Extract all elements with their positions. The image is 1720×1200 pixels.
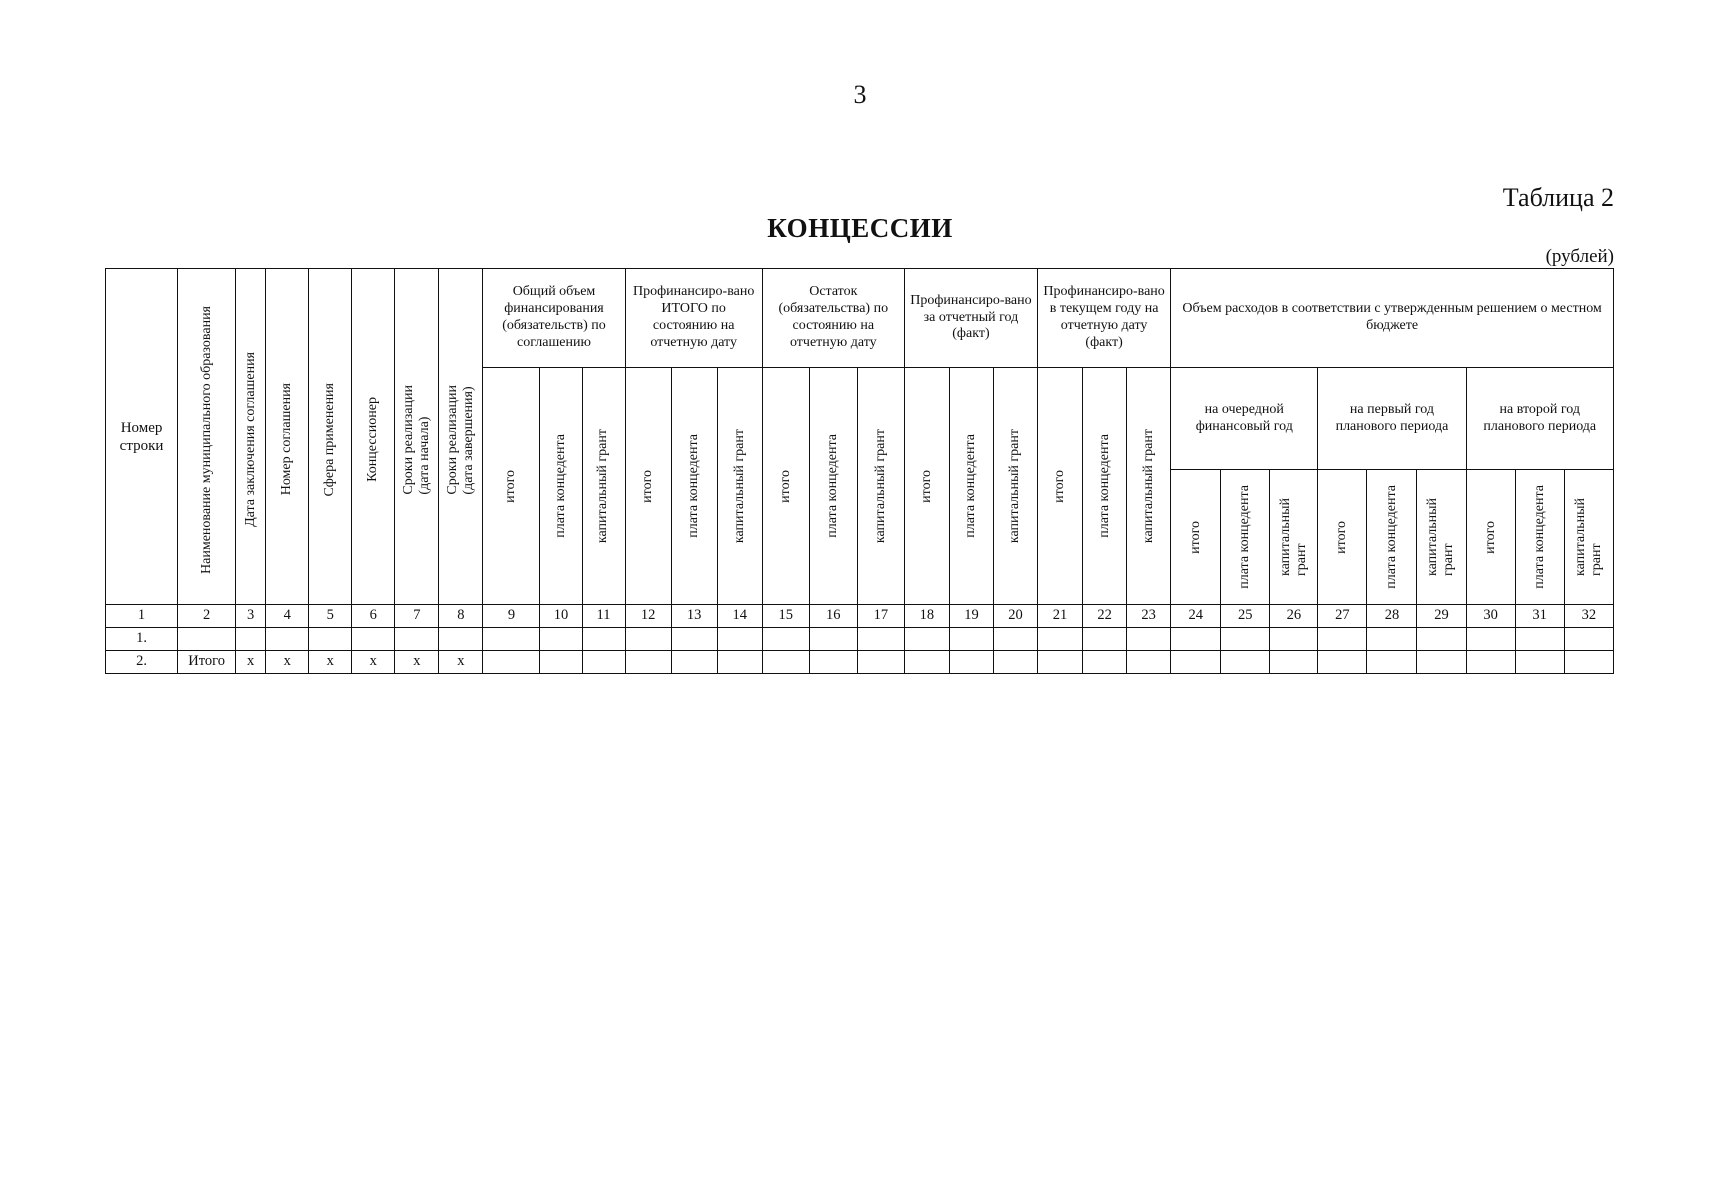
header-g2-plata bbox=[671, 368, 717, 605]
column-number: 8 bbox=[439, 605, 483, 628]
column-number: 19 bbox=[949, 605, 993, 628]
header-concessionaire-text: Концессионер bbox=[365, 397, 381, 482]
header-g6c-itogo bbox=[1466, 470, 1515, 605]
header-g3-plata bbox=[809, 368, 857, 605]
header-g4-grant-text: капитальный грант bbox=[1007, 428, 1023, 544]
header-g6b-grant bbox=[1417, 470, 1466, 605]
header-g2-plata-text: плата концедента bbox=[686, 434, 702, 538]
table-label: Таблица 2 bbox=[1502, 183, 1614, 212]
table-cell bbox=[309, 628, 352, 651]
header-g6b-plata-text: плата концедента bbox=[1383, 485, 1399, 589]
header-g4-grant bbox=[993, 368, 1037, 605]
document-title: КОНЦЕССИИ bbox=[767, 213, 953, 243]
table-cell bbox=[1038, 628, 1083, 651]
table-row bbox=[106, 628, 1614, 651]
column-number: 28 bbox=[1367, 605, 1417, 628]
table-cell bbox=[625, 651, 671, 674]
header-second-plan-year: на второй год планового периода bbox=[1466, 368, 1613, 470]
header-row-number: Номер строки bbox=[106, 269, 178, 605]
header-g6c-itogo-text: итого bbox=[1482, 520, 1498, 554]
table-cell bbox=[809, 651, 857, 674]
table-cell bbox=[762, 651, 809, 674]
table-cell: х bbox=[236, 651, 266, 674]
header-g5-itogo bbox=[1038, 368, 1083, 605]
table-cell bbox=[1564, 651, 1613, 674]
table-cell bbox=[671, 651, 717, 674]
column-number: 22 bbox=[1083, 605, 1127, 628]
table-cell bbox=[717, 628, 762, 651]
header-g1-plata bbox=[540, 368, 582, 605]
column-number: 1 bbox=[106, 605, 178, 628]
table-cell bbox=[483, 651, 540, 674]
table-cell bbox=[857, 651, 904, 674]
column-number: 21 bbox=[1038, 605, 1083, 628]
header-g4-itogo bbox=[904, 368, 949, 605]
header-end-text: Сроки реализации (дата завершения) bbox=[444, 384, 476, 495]
table-cell: х bbox=[309, 651, 352, 674]
table-cell bbox=[1171, 651, 1221, 674]
header-first-plan-year: на первый год планового периода bbox=[1318, 368, 1466, 470]
header-g2-grant bbox=[717, 368, 762, 605]
table-cell bbox=[625, 628, 671, 651]
column-number: 7 bbox=[395, 605, 439, 628]
table-cell bbox=[904, 651, 949, 674]
table-cell: х bbox=[266, 651, 309, 674]
table-cell bbox=[1515, 651, 1564, 674]
column-number: 27 bbox=[1318, 605, 1367, 628]
table-cell bbox=[1367, 651, 1417, 674]
column-number: 30 bbox=[1466, 605, 1515, 628]
table-cell bbox=[582, 651, 625, 674]
column-number: 31 bbox=[1515, 605, 1564, 628]
header-g5-grant-text: капитальный грант bbox=[1140, 428, 1156, 544]
table-cell bbox=[1367, 628, 1417, 651]
header-g1-grant bbox=[582, 368, 625, 605]
header-g6c-plata bbox=[1515, 470, 1564, 605]
header-group-financed-total: Профинансиро-вано ИТОГО по состоянию на отчетную дату bbox=[625, 269, 762, 368]
page-number: 3 bbox=[853, 80, 867, 109]
header-g6b-grant-text: капитальный грант bbox=[1425, 498, 1457, 576]
table-cell bbox=[1564, 628, 1613, 651]
header-g5-grant bbox=[1127, 368, 1171, 605]
row-number: 2. bbox=[106, 651, 178, 674]
table-cell bbox=[1221, 651, 1270, 674]
concessions-table bbox=[105, 268, 1614, 674]
column-number-row bbox=[106, 605, 1614, 628]
header-concessionaire bbox=[352, 269, 395, 605]
table-cell bbox=[352, 628, 395, 651]
header-g1-itogo bbox=[483, 368, 540, 605]
header-g6a-plata bbox=[1221, 470, 1270, 605]
header-g3-itogo-text: итого bbox=[777, 469, 793, 503]
header-end bbox=[439, 269, 483, 605]
header-g5-plata bbox=[1083, 368, 1127, 605]
header-g4-itogo-text: итого bbox=[918, 469, 934, 503]
row-number: 1. bbox=[106, 628, 178, 651]
column-number: 26 bbox=[1270, 605, 1318, 628]
header-g6b-plata bbox=[1367, 470, 1417, 605]
table-cell bbox=[857, 628, 904, 651]
header-g5-itogo-text: итого bbox=[1051, 469, 1067, 503]
table-cell bbox=[1083, 651, 1127, 674]
header-next-year: на очередной финансовый год bbox=[1171, 368, 1318, 470]
header-g4-plata bbox=[949, 368, 993, 605]
header-g3-grant-text: капитальный грант bbox=[872, 428, 888, 544]
column-number: 12 bbox=[625, 605, 671, 628]
header-sphere bbox=[309, 269, 352, 605]
table-cell: х bbox=[439, 651, 483, 674]
column-number: 16 bbox=[809, 605, 857, 628]
header-g2-itogo bbox=[625, 368, 671, 605]
table-cell bbox=[1466, 651, 1515, 674]
table-cell bbox=[762, 628, 809, 651]
column-number: 32 bbox=[1564, 605, 1613, 628]
header-g3-itogo bbox=[762, 368, 809, 605]
table-cell bbox=[236, 628, 266, 651]
column-number: 18 bbox=[904, 605, 949, 628]
header-g1-itogo-text: итого bbox=[503, 469, 519, 503]
table-cell bbox=[582, 628, 625, 651]
header-g2-grant-text: капитальный грант bbox=[731, 428, 747, 544]
table-cell bbox=[1466, 628, 1515, 651]
header-g5-plata-text: плата концедента bbox=[1096, 434, 1112, 538]
header-g6c-plata-text: плата концедента bbox=[1531, 485, 1547, 589]
header-group-remainder: Остаток (обязательства) по состоянию на отчетную дату bbox=[762, 269, 904, 368]
header-g6c-grant bbox=[1564, 470, 1613, 605]
column-number: 29 bbox=[1417, 605, 1466, 628]
column-number: 3 bbox=[236, 605, 266, 628]
header-sphere-text: Сфера применения bbox=[322, 382, 338, 497]
table-cell bbox=[439, 628, 483, 651]
column-number: 4 bbox=[266, 605, 309, 628]
table-cell bbox=[1515, 628, 1564, 651]
table-cell bbox=[1270, 628, 1318, 651]
units-label: (рублей) bbox=[1545, 246, 1614, 267]
table-cell bbox=[1127, 651, 1171, 674]
column-number: 10 bbox=[540, 605, 582, 628]
table-cell bbox=[483, 628, 540, 651]
header-g6a-grant bbox=[1270, 470, 1318, 605]
table-cell bbox=[266, 628, 309, 651]
table-cell bbox=[809, 628, 857, 651]
column-number: 2 bbox=[178, 605, 236, 628]
table-cell bbox=[1127, 628, 1171, 651]
column-number: 23 bbox=[1127, 605, 1171, 628]
table-cell bbox=[395, 628, 439, 651]
table-cell bbox=[904, 628, 949, 651]
header-group-total-financing: Общий объем финансирования (обязательств) по соглашению bbox=[483, 269, 625, 368]
table-cell: х bbox=[352, 651, 395, 674]
header-g6a-itogo-text: итого bbox=[1187, 520, 1203, 554]
table-cell bbox=[1171, 628, 1221, 651]
column-number: 25 bbox=[1221, 605, 1270, 628]
table-cell bbox=[717, 651, 762, 674]
table-cell bbox=[540, 651, 582, 674]
header-g6a-grant-text: капитальный грант bbox=[1277, 498, 1309, 576]
header-g6b-itogo-text: итого bbox=[1334, 520, 1350, 554]
table-cell bbox=[1221, 628, 1270, 651]
header-g1-plata-text: плата концедента bbox=[552, 434, 568, 538]
header-number bbox=[266, 269, 309, 605]
table-cell bbox=[1417, 651, 1466, 674]
table-row bbox=[106, 651, 1614, 674]
header-number-text: Номер соглашения bbox=[279, 383, 295, 496]
table-cell: Итого bbox=[178, 651, 236, 674]
header-g1-grant-text: капитальный грант bbox=[595, 428, 611, 544]
table-cell bbox=[178, 628, 236, 651]
column-number: 24 bbox=[1171, 605, 1221, 628]
header-g6a-plata-text: плата концедента bbox=[1237, 485, 1253, 589]
column-number: 11 bbox=[582, 605, 625, 628]
column-number: 15 bbox=[762, 605, 809, 628]
column-number: 9 bbox=[483, 605, 540, 628]
header-start-text: Сроки реализации (дата начала) bbox=[400, 384, 432, 495]
column-number: 17 bbox=[857, 605, 904, 628]
header-start bbox=[395, 269, 439, 605]
table-cell bbox=[540, 628, 582, 651]
table-cell bbox=[1083, 628, 1127, 651]
header-date bbox=[236, 269, 266, 605]
header-g2-itogo-text: итого bbox=[640, 469, 656, 503]
header-g3-grant bbox=[857, 368, 904, 605]
header-group-financed-current: Профинансиро-вано в текущем году на отчетную дату (факт) bbox=[1038, 269, 1171, 368]
table-cell bbox=[993, 628, 1037, 651]
column-number: 5 bbox=[309, 605, 352, 628]
table-cell bbox=[949, 651, 993, 674]
column-number: 20 bbox=[993, 605, 1037, 628]
column-number: 14 bbox=[717, 605, 762, 628]
header-municipality bbox=[178, 269, 236, 605]
header-g6b-itogo bbox=[1318, 470, 1367, 605]
table-cell bbox=[1417, 628, 1466, 651]
table-cell bbox=[671, 628, 717, 651]
header-municipality-text: Наименование муниципального образования bbox=[198, 305, 214, 574]
header-g6c-grant-text: капитальный грант bbox=[1572, 498, 1604, 576]
table-cell bbox=[1318, 651, 1367, 674]
table-cell: х bbox=[395, 651, 439, 674]
header-g3-plata-text: плата концедента bbox=[825, 434, 841, 538]
header-date-text: Дата заключения соглашения bbox=[242, 352, 258, 527]
header-g6a-itogo bbox=[1171, 470, 1221, 605]
table-cell bbox=[1270, 651, 1318, 674]
column-number: 6 bbox=[352, 605, 395, 628]
column-number: 13 bbox=[671, 605, 717, 628]
table-cell bbox=[949, 628, 993, 651]
header-g4-plata-text: плата концедента bbox=[963, 434, 979, 538]
table-cell bbox=[1038, 651, 1083, 674]
table-cell bbox=[1318, 628, 1367, 651]
header-group-budget: Объем расходов в соответствии с утвержденным решением о местном бюджете bbox=[1171, 269, 1614, 368]
table-cell bbox=[993, 651, 1037, 674]
header-group-financed-year: Профинансиро-вано за отчетный год (факт) bbox=[904, 269, 1037, 368]
